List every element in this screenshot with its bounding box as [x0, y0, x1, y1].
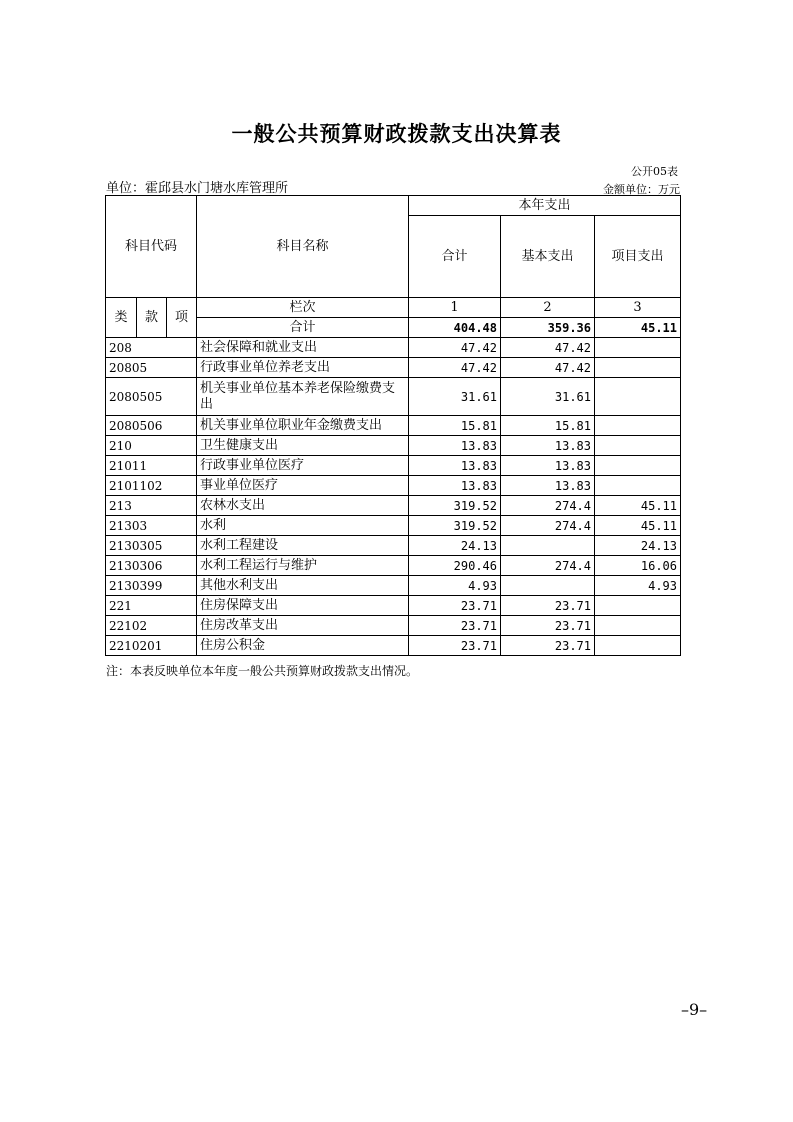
row-name: 社会保障和就业支出	[197, 338, 409, 358]
row-total: 290.46	[409, 556, 501, 576]
row-basic: 23.71	[501, 596, 595, 616]
row-total: 23.71	[409, 596, 501, 616]
unit-label: 单位：霍邱县水门塘水库管理所	[106, 181, 289, 196]
row-basic: 13.83	[501, 456, 595, 476]
form-number: 公开05表	[631, 165, 678, 178]
row-project	[595, 616, 681, 636]
row-basic: 274.4	[501, 496, 595, 516]
table-row	[106, 338, 681, 358]
row-project	[595, 456, 681, 476]
table-row	[106, 496, 681, 516]
header-basic: 基本支出	[501, 216, 595, 298]
table-row	[106, 596, 681, 616]
row-name: 住房公积金	[197, 636, 409, 656]
row-name: 卫生健康支出	[197, 436, 409, 456]
row-total: 13.83	[409, 476, 501, 496]
header-current-year: 本年支出	[409, 196, 681, 216]
row-total: 15.81	[409, 416, 501, 436]
row-name: 住房保障支出	[197, 596, 409, 616]
row-basic: 23.71	[501, 636, 595, 656]
row-basic: 23.71	[501, 616, 595, 636]
row-project	[595, 416, 681, 436]
row-basic: 47.42	[501, 338, 595, 358]
row-total: 24.13	[409, 536, 501, 556]
header-lei: 类	[106, 298, 137, 338]
row-project: 16.06	[595, 556, 681, 576]
table-row	[106, 416, 681, 436]
row-code: 21303	[106, 516, 197, 536]
row-total: 31.61	[409, 378, 501, 416]
row-project	[595, 378, 681, 416]
row-total: 47.42	[409, 338, 501, 358]
row-total: 319.52	[409, 496, 501, 516]
row-code: 2130305	[106, 536, 197, 556]
total-project: 45.11	[595, 318, 681, 338]
header-subject-code: 科目代码	[106, 196, 197, 298]
row-code: 213	[106, 496, 197, 516]
budget-table	[105, 195, 681, 656]
row-name: 其他水利支出	[197, 576, 409, 596]
row-total: 4.93	[409, 576, 501, 596]
table-row	[106, 378, 681, 416]
header-xiang: 项	[167, 298, 197, 338]
header-col-label: 栏次	[197, 298, 409, 318]
row-name: 事业单位医疗	[197, 476, 409, 496]
row-code: 2130306	[106, 556, 197, 576]
table-row	[106, 616, 681, 636]
row-basic: 274.4	[501, 516, 595, 536]
row-basic: 31.61	[501, 378, 595, 416]
page-number: –9–	[681, 1000, 708, 1019]
row-code: 2210201	[106, 636, 197, 656]
table-row	[106, 476, 681, 496]
row-name: 水利	[197, 516, 409, 536]
header-kuan: 款	[137, 298, 167, 338]
row-project	[595, 636, 681, 656]
row-basic: 15.81	[501, 416, 595, 436]
table-row	[106, 358, 681, 378]
header-subject-name: 科目名称	[197, 196, 409, 298]
table-row	[106, 436, 681, 456]
row-name: 水利工程建设	[197, 536, 409, 556]
row-name: 机关事业单位基本养老保险缴费支出	[197, 378, 409, 416]
row-name: 机关事业单位职业年金缴费支出	[197, 416, 409, 436]
row-basic	[501, 576, 595, 596]
header-col3: 3	[595, 298, 681, 318]
row-total: 13.83	[409, 456, 501, 476]
row-project	[595, 436, 681, 456]
table-row	[106, 456, 681, 476]
money-unit-label: 金额单位：万元	[603, 183, 680, 196]
row-name: 水利工程运行与维护	[197, 556, 409, 576]
row-code: 2101102	[106, 476, 197, 496]
row-total: 47.42	[409, 358, 501, 378]
row-basic: 13.83	[501, 476, 595, 496]
row-code: 221	[106, 596, 197, 616]
row-project	[595, 596, 681, 616]
table-row	[106, 576, 681, 596]
row-total: 23.71	[409, 636, 501, 656]
row-basic: 274.4	[501, 556, 595, 576]
row-project	[595, 476, 681, 496]
table-row	[106, 556, 681, 576]
row-code: 2080506	[106, 416, 197, 436]
row-total: 319.52	[409, 516, 501, 536]
row-project: 45.11	[595, 496, 681, 516]
header-total: 合计	[409, 216, 501, 298]
row-project	[595, 338, 681, 358]
header-col2: 2	[501, 298, 595, 318]
row-code: 208	[106, 338, 197, 358]
row-basic	[501, 536, 595, 556]
row-code: 210	[106, 436, 197, 456]
row-name: 农林水支出	[197, 496, 409, 516]
row-code: 21011	[106, 456, 197, 476]
page-title: 一般公共预算财政拨款支出决算表	[231, 121, 562, 146]
table-row	[106, 536, 681, 556]
row-code: 22102	[106, 616, 197, 636]
row-project: 4.93	[595, 576, 681, 596]
row-project: 45.11	[595, 516, 681, 536]
row-code: 2130399	[106, 576, 197, 596]
row-code: 2080505	[106, 378, 197, 416]
row-project	[595, 358, 681, 378]
table-row	[106, 636, 681, 656]
row-name: 行政事业单位养老支出	[197, 358, 409, 378]
total-basic: 359.36	[501, 318, 595, 338]
row-name: 住房改革支出	[197, 616, 409, 636]
row-basic: 13.83	[501, 436, 595, 456]
row-project: 24.13	[595, 536, 681, 556]
row-code: 20805	[106, 358, 197, 378]
row-total: 23.71	[409, 616, 501, 636]
row-total: 13.83	[409, 436, 501, 456]
table-row	[106, 516, 681, 536]
total-total: 404.48	[409, 318, 501, 338]
total-label: 合计	[197, 318, 409, 338]
header-project: 项目支出	[595, 216, 681, 298]
row-name: 行政事业单位医疗	[197, 456, 409, 476]
table-note: 注：本表反映单位本年度一般公共预算财政拨款支出情况。	[106, 664, 419, 678]
header-col1: 1	[409, 298, 501, 318]
row-basic: 47.42	[501, 358, 595, 378]
